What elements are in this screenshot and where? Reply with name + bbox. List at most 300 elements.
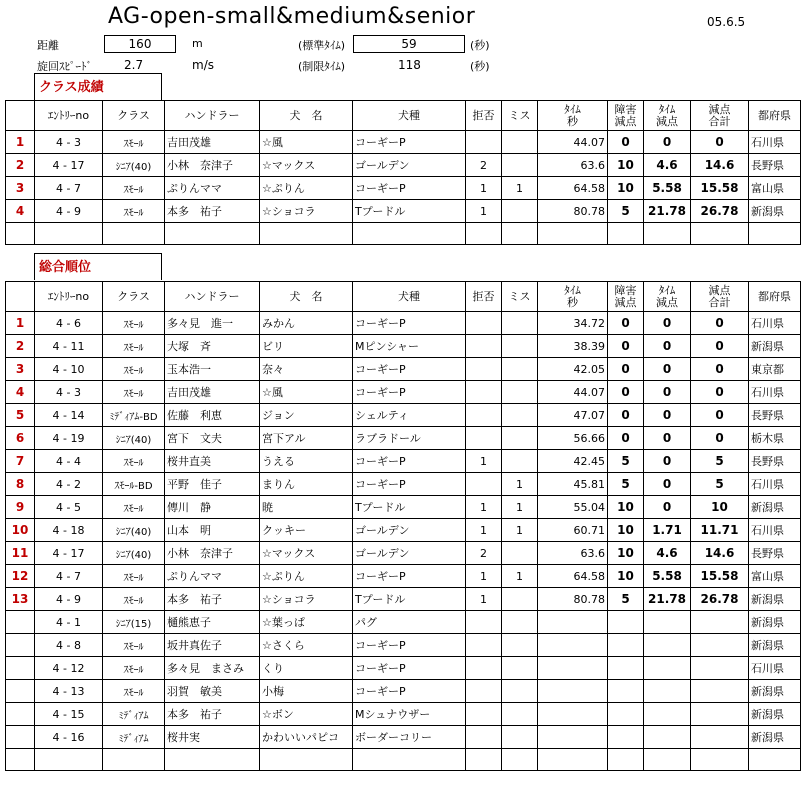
total-penalty-cell: 10 — [691, 496, 749, 519]
dog-name-cell: クッキー — [260, 519, 353, 542]
time-cell: 44.07 — [538, 131, 608, 154]
prefecture-cell: 新潟県 — [749, 634, 801, 657]
empty-cell — [35, 749, 103, 771]
miss-cell: 1 — [502, 565, 538, 588]
prefecture-cell: 東京都 — [749, 358, 801, 381]
time-penalty-cell: 4.6 — [644, 154, 691, 177]
breed-cell: コーギーP — [353, 565, 466, 588]
total-penalty-cell — [691, 703, 749, 726]
header-dog: 犬 名 — [260, 101, 353, 131]
class-cell: ｼﾆｱ(40) — [103, 154, 165, 177]
class-cell: ｽﾓｰﾙ — [103, 358, 165, 381]
refusal-cell: 2 — [466, 542, 502, 565]
table-row — [6, 335, 801, 358]
header-obstacle: 障害 減点 — [608, 282, 644, 312]
handler-cell: 坂井真佐子 — [165, 634, 260, 657]
rank-cell: 1 — [6, 312, 35, 335]
empty-cell — [6, 749, 35, 771]
table-row — [6, 312, 801, 335]
refusal-cell: 2 — [466, 154, 502, 177]
empty-cell — [260, 223, 353, 245]
time-penalty-cell: 0 — [644, 131, 691, 154]
class-cell: ｽﾓｰﾙ — [103, 657, 165, 680]
rank-cell: 11 — [6, 542, 35, 565]
time-cell — [538, 726, 608, 749]
total-penalty-cell: 0 — [691, 335, 749, 358]
class-cell: ｽﾓｰﾙ-BD — [103, 473, 165, 496]
total-penalty-cell: 26.78 — [691, 200, 749, 223]
dog-name-cell: ☆ぷりん — [260, 177, 353, 200]
miss-cell — [502, 312, 538, 335]
obstacle-penalty-cell: 0 — [608, 427, 644, 450]
breed-cell: Tプードル — [353, 496, 466, 519]
class-cell: ｼﾆｱ(15) — [103, 611, 165, 634]
header-miss: ミス — [502, 282, 538, 312]
refusal-cell — [466, 680, 502, 703]
obstacle-penalty-cell — [608, 657, 644, 680]
dog-name-cell: ☆ぷりん — [260, 565, 353, 588]
breed-cell: Mピンシャー — [353, 335, 466, 358]
empty-cell — [353, 223, 466, 245]
prefecture-cell: 新潟県 — [749, 200, 801, 223]
class-cell: ｽﾓｰﾙ — [103, 312, 165, 335]
total-penalty-cell: 15.58 — [691, 565, 749, 588]
header-class: クラス — [103, 101, 165, 131]
empty-cell — [165, 749, 260, 771]
time-penalty-cell — [644, 703, 691, 726]
limit-time-unit: (秒) — [470, 60, 490, 73]
miss-cell — [502, 200, 538, 223]
handler-cell: 吉田茂雄 — [165, 131, 260, 154]
prefecture-cell: 新潟県 — [749, 680, 801, 703]
empty-cell — [538, 223, 608, 245]
overall-results-title: 総合順位 — [34, 253, 162, 280]
table-row — [6, 588, 801, 611]
breed-cell: コーギーP — [353, 450, 466, 473]
class-cell: ｽﾓｰﾙ — [103, 680, 165, 703]
obstacle-penalty-cell: 5 — [608, 450, 644, 473]
obstacle-penalty-cell — [608, 611, 644, 634]
obstacle-penalty-cell: 0 — [608, 404, 644, 427]
class-cell: ｽﾓｰﾙ — [103, 588, 165, 611]
dog-name-cell: 宮下アル — [260, 427, 353, 450]
rank-cell: 7 — [6, 450, 35, 473]
total-penalty-cell: 26.78 — [691, 588, 749, 611]
prefecture-cell: 新潟県 — [749, 726, 801, 749]
std-time-unit: (秒) — [470, 39, 490, 52]
empty-cell — [103, 223, 165, 245]
handler-cell: 樋熊恵子 — [165, 611, 260, 634]
empty-cell — [538, 749, 608, 771]
empty-row — [6, 749, 801, 771]
empty-cell — [608, 223, 644, 245]
time-cell: 64.58 — [538, 565, 608, 588]
entry-cell: 4 - 17 — [35, 154, 103, 177]
time-penalty-cell: 1.71 — [644, 519, 691, 542]
class-cell: ｽﾓｰﾙ — [103, 496, 165, 519]
dog-name-cell: ☆ショコラ — [260, 588, 353, 611]
time-penalty-cell — [644, 680, 691, 703]
header-entry: ｴﾝﾄﾘｰno — [35, 282, 103, 312]
speed-value: 2.7 — [124, 58, 144, 72]
class-cell: ｼﾆｱ(40) — [103, 519, 165, 542]
distance-label: 距離 — [37, 39, 59, 52]
time-cell: 44.07 — [538, 381, 608, 404]
page-title: AG-open-small&medium&senior — [108, 4, 476, 29]
time-penalty-cell — [644, 726, 691, 749]
breed-cell: ボーダーコリー — [353, 726, 466, 749]
time-penalty-cell: 0 — [644, 404, 691, 427]
miss-cell — [502, 657, 538, 680]
class-cell: ﾐﾃﾞｨｱﾑ — [103, 726, 165, 749]
time-cell: 38.39 — [538, 335, 608, 358]
breed-cell: ゴールデン — [353, 542, 466, 565]
time-cell: 60.71 — [538, 519, 608, 542]
class-cell: ｽﾓｰﾙ — [103, 200, 165, 223]
rank-cell: 5 — [6, 404, 35, 427]
header-handler: ハンドラー — [165, 101, 260, 131]
miss-cell: 1 — [502, 519, 538, 542]
total-penalty-cell: 0 — [691, 358, 749, 381]
dog-name-cell: かわいいパピコ — [260, 726, 353, 749]
prefecture-cell: 長野県 — [749, 404, 801, 427]
refusal-cell — [466, 358, 502, 381]
table-row — [6, 473, 801, 496]
header-time-penalty: ﾀｲﾑ 減点 — [644, 101, 691, 131]
entry-cell: 4 - 14 — [35, 404, 103, 427]
entry-cell: 4 - 6 — [35, 312, 103, 335]
handler-cell: ぷりんママ — [165, 565, 260, 588]
refusal-cell — [466, 726, 502, 749]
header-rank — [6, 101, 35, 131]
dog-name-cell: ☆ショコラ — [260, 200, 353, 223]
total-penalty-cell — [691, 634, 749, 657]
time-penalty-cell: 21.78 — [644, 588, 691, 611]
time-penalty-cell — [644, 611, 691, 634]
entry-cell: 4 - 3 — [35, 131, 103, 154]
class-cell: ｽﾓｰﾙ — [103, 450, 165, 473]
prefecture-cell: 新潟県 — [749, 588, 801, 611]
prefecture-cell: 新潟県 — [749, 496, 801, 519]
entry-cell: 4 - 7 — [35, 565, 103, 588]
class-cell: ｽﾓｰﾙ — [103, 381, 165, 404]
header-entry: ｴﾝﾄﾘｰno — [35, 101, 103, 131]
entry-cell: 4 - 9 — [35, 588, 103, 611]
table-row — [6, 657, 801, 680]
class-cell: ｼﾆｱ(40) — [103, 427, 165, 450]
prefecture-cell: 長野県 — [749, 542, 801, 565]
entry-cell: 4 - 15 — [35, 703, 103, 726]
breed-cell: コーギーP — [353, 131, 466, 154]
refusal-cell — [466, 634, 502, 657]
time-cell: 42.45 — [538, 450, 608, 473]
handler-cell: 吉田茂雄 — [165, 381, 260, 404]
refusal-cell — [466, 312, 502, 335]
entry-cell: 4 - 7 — [35, 177, 103, 200]
refusal-cell — [466, 404, 502, 427]
header-rank — [6, 282, 35, 312]
total-penalty-cell — [691, 680, 749, 703]
time-penalty-cell: 0 — [644, 335, 691, 358]
class-cell: ｽﾓｰﾙ — [103, 565, 165, 588]
overall-results-table — [5, 281, 801, 771]
entry-cell: 4 - 3 — [35, 381, 103, 404]
breed-cell: Tプードル — [353, 588, 466, 611]
class-cell: ｽﾓｰﾙ — [103, 335, 165, 358]
refusal-cell: 1 — [466, 519, 502, 542]
obstacle-penalty-cell — [608, 703, 644, 726]
empty-cell — [644, 223, 691, 245]
refusal-cell — [466, 657, 502, 680]
class-cell: ｽﾓｰﾙ — [103, 177, 165, 200]
handler-cell: 羽賀 敏美 — [165, 680, 260, 703]
obstacle-penalty-cell — [608, 726, 644, 749]
prefecture-cell: 石川県 — [749, 312, 801, 335]
event-date: 05.6.5 — [707, 15, 746, 29]
table-row — [6, 404, 801, 427]
total-penalty-cell: 14.6 — [691, 154, 749, 177]
distance-value: 160 — [104, 35, 176, 53]
breed-cell: Mシュナウザー — [353, 703, 466, 726]
breed-cell: ラブラドール — [353, 427, 466, 450]
rank-cell: 2 — [6, 154, 35, 177]
speed-unit: m/s — [192, 58, 214, 72]
handler-cell: 多々見 まさみ — [165, 657, 260, 680]
time-penalty-cell: 0 — [644, 473, 691, 496]
handler-cell: 本多 祐子 — [165, 200, 260, 223]
header-total: 減点 合計 — [691, 101, 749, 131]
handler-cell: 多々見 進一 — [165, 312, 260, 335]
prefecture-cell: 石川県 — [749, 381, 801, 404]
prefecture-cell: 石川県 — [749, 131, 801, 154]
obstacle-penalty-cell: 10 — [608, 565, 644, 588]
total-penalty-cell: 5 — [691, 450, 749, 473]
rank-cell: 6 — [6, 427, 35, 450]
dog-name-cell: ジョン — [260, 404, 353, 427]
entry-cell: 4 - 13 — [35, 680, 103, 703]
class-cell: ｽﾓｰﾙ — [103, 634, 165, 657]
entry-cell: 4 - 8 — [35, 634, 103, 657]
header-class: クラス — [103, 282, 165, 312]
header-breed: 犬種 — [353, 282, 466, 312]
header-refusal: 拒否 — [466, 101, 502, 131]
breed-cell: シェルティ — [353, 404, 466, 427]
table-row — [6, 519, 801, 542]
handler-cell: 本多 祐子 — [165, 703, 260, 726]
time-cell: 47.07 — [538, 404, 608, 427]
handler-cell: 玉本浩一 — [165, 358, 260, 381]
rank-cell: 4 — [6, 200, 35, 223]
breed-cell: ゴールデン — [353, 154, 466, 177]
table-row — [6, 634, 801, 657]
time-cell — [538, 657, 608, 680]
entry-cell: 4 - 11 — [35, 335, 103, 358]
miss-cell — [502, 450, 538, 473]
handler-cell: 本多 祐子 — [165, 588, 260, 611]
miss-cell — [502, 703, 538, 726]
prefecture-cell: 長野県 — [749, 450, 801, 473]
refusal-cell — [466, 131, 502, 154]
rank-cell — [6, 726, 35, 749]
table-row — [6, 450, 801, 473]
class-cell: ｽﾓｰﾙ — [103, 131, 165, 154]
breed-cell: コーギーP — [353, 634, 466, 657]
empty-cell — [466, 749, 502, 771]
refusal-cell — [466, 335, 502, 358]
breed-cell: コーギーP — [353, 381, 466, 404]
table-row — [6, 131, 801, 154]
empty-cell — [608, 749, 644, 771]
obstacle-penalty-cell: 0 — [608, 131, 644, 154]
time-penalty-cell: 0 — [644, 358, 691, 381]
handler-cell: 宮下 文夫 — [165, 427, 260, 450]
time-penalty-cell: 21.78 — [644, 200, 691, 223]
miss-cell — [502, 542, 538, 565]
entry-cell: 4 - 18 — [35, 519, 103, 542]
handler-cell: 山本 明 — [165, 519, 260, 542]
rank-cell: 3 — [6, 177, 35, 200]
header-time: ﾀｲﾑ 秒 — [538, 282, 608, 312]
prefecture-cell: 新潟県 — [749, 335, 801, 358]
empty-cell — [466, 223, 502, 245]
header-breed: 犬種 — [353, 101, 466, 131]
total-penalty-cell: 14.6 — [691, 542, 749, 565]
total-penalty-cell: 0 — [691, 131, 749, 154]
miss-cell — [502, 611, 538, 634]
empty-cell — [644, 749, 691, 771]
miss-cell — [502, 381, 538, 404]
table-row — [6, 542, 801, 565]
dog-name-cell: まりん — [260, 473, 353, 496]
refusal-cell — [466, 427, 502, 450]
entry-cell: 4 - 16 — [35, 726, 103, 749]
breed-cell: コーギーP — [353, 358, 466, 381]
header-total: 減点 合計 — [691, 282, 749, 312]
handler-cell: 桜井直美 — [165, 450, 260, 473]
dog-name-cell: ☆マックス — [260, 542, 353, 565]
refusal-cell: 1 — [466, 177, 502, 200]
dog-name-cell: 小梅 — [260, 680, 353, 703]
entry-cell: 4 - 4 — [35, 450, 103, 473]
empty-cell — [165, 223, 260, 245]
refusal-cell — [466, 473, 502, 496]
rank-cell: 8 — [6, 473, 35, 496]
empty-cell — [691, 223, 749, 245]
table-row — [6, 358, 801, 381]
empty-cell — [502, 749, 538, 771]
header-obstacle: 障害 減点 — [608, 101, 644, 131]
empty-cell — [749, 749, 801, 771]
class-results-table — [5, 100, 801, 245]
handler-cell: 小林 奈津子 — [165, 154, 260, 177]
dog-name-cell: みかん — [260, 312, 353, 335]
rank-cell — [6, 680, 35, 703]
rank-cell: 9 — [6, 496, 35, 519]
time-penalty-cell: 0 — [644, 427, 691, 450]
entry-cell: 4 - 10 — [35, 358, 103, 381]
class-results-title: クラス成績 — [34, 73, 162, 100]
total-penalty-cell: 0 — [691, 427, 749, 450]
limit-time-label: (制限ﾀｲﾑ) — [298, 60, 346, 73]
time-cell: 56.66 — [538, 427, 608, 450]
empty-cell — [35, 223, 103, 245]
miss-cell — [502, 634, 538, 657]
std-time-label: (標準ﾀｲﾑ) — [298, 39, 346, 52]
table-row — [6, 703, 801, 726]
header-handler: ハンドラー — [165, 282, 260, 312]
class-cell: ﾐﾃﾞｨｱﾑ — [103, 703, 165, 726]
time-penalty-cell: 4.6 — [644, 542, 691, 565]
header-pref: 都府県 — [749, 101, 801, 131]
time-penalty-cell: 5.58 — [644, 177, 691, 200]
time-cell: 64.58 — [538, 177, 608, 200]
entry-cell: 4 - 2 — [35, 473, 103, 496]
breed-cell: Tプードル — [353, 200, 466, 223]
obstacle-penalty-cell — [608, 634, 644, 657]
rank-cell — [6, 703, 35, 726]
time-cell: 80.78 — [538, 588, 608, 611]
obstacle-penalty-cell: 10 — [608, 177, 644, 200]
total-penalty-cell: 0 — [691, 381, 749, 404]
total-penalty-cell: 15.58 — [691, 177, 749, 200]
obstacle-penalty-cell: 10 — [608, 496, 644, 519]
miss-cell — [502, 588, 538, 611]
prefecture-cell: 新潟県 — [749, 611, 801, 634]
obstacle-penalty-cell: 10 — [608, 542, 644, 565]
prefecture-cell: 富山県 — [749, 565, 801, 588]
miss-cell — [502, 154, 538, 177]
entry-cell: 4 - 9 — [35, 200, 103, 223]
rank-cell: 2 — [6, 335, 35, 358]
miss-cell — [502, 726, 538, 749]
prefecture-cell: 富山県 — [749, 177, 801, 200]
dog-name-cell: ☆風 — [260, 131, 353, 154]
time-penalty-cell: 0 — [644, 312, 691, 335]
entry-cell: 4 - 19 — [35, 427, 103, 450]
rank-cell: 3 — [6, 358, 35, 381]
table-row — [6, 611, 801, 634]
time-penalty-cell: 0 — [644, 496, 691, 519]
class-cell: ｼﾆｱ(40) — [103, 542, 165, 565]
total-penalty-cell — [691, 611, 749, 634]
entry-cell: 4 - 5 — [35, 496, 103, 519]
empty-cell — [353, 749, 466, 771]
dog-name-cell: ☆ボン — [260, 703, 353, 726]
total-penalty-cell: 0 — [691, 404, 749, 427]
class-cell: ﾐﾃﾞｨｱﾑ-BD — [103, 404, 165, 427]
handler-cell: 桜井実 — [165, 726, 260, 749]
header-miss: ミス — [502, 101, 538, 131]
total-penalty-cell: 0 — [691, 312, 749, 335]
time-cell: 45.81 — [538, 473, 608, 496]
rank-cell: 12 — [6, 565, 35, 588]
empty-cell — [260, 749, 353, 771]
rank-cell: 4 — [6, 381, 35, 404]
handler-cell: 平野 佳子 — [165, 473, 260, 496]
miss-cell — [502, 358, 538, 381]
time-penalty-cell: 5.58 — [644, 565, 691, 588]
time-cell: 34.72 — [538, 312, 608, 335]
time-penalty-cell — [644, 634, 691, 657]
limit-time-value: 118 — [398, 58, 421, 72]
table-row — [6, 177, 801, 200]
refusal-cell — [466, 381, 502, 404]
prefecture-cell: 石川県 — [749, 657, 801, 680]
breed-cell: コーギーP — [353, 177, 466, 200]
obstacle-penalty-cell: 0 — [608, 381, 644, 404]
refusal-cell — [466, 703, 502, 726]
obstacle-penalty-cell: 5 — [608, 588, 644, 611]
